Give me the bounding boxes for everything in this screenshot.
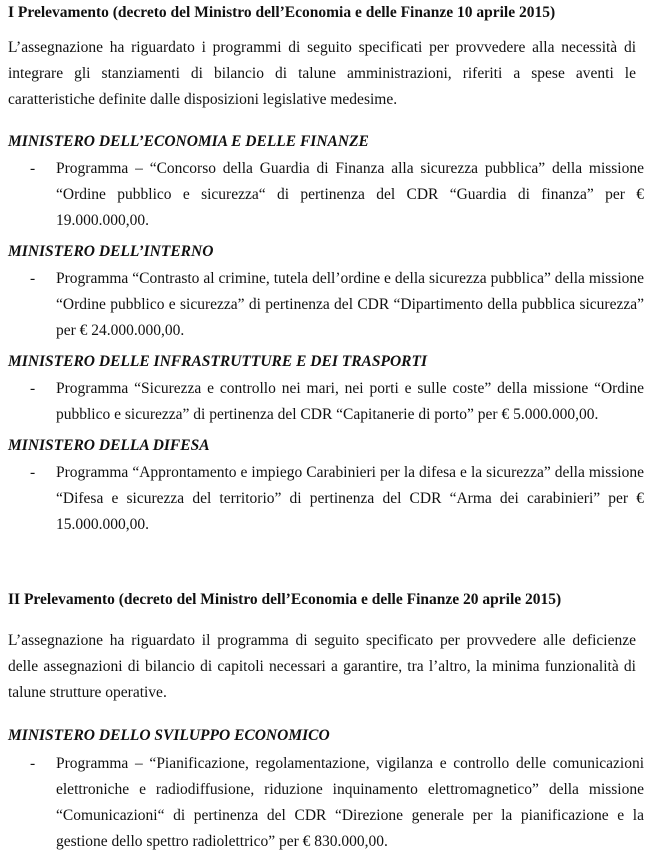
bullet-dash: - [30, 270, 36, 287]
section-2-intro: L’assegnazione ha riguardato il programma di seguito specificato per provvedere alle deficienze delle assegnazioni di bilancio di capitoli necessari a garantire, tra l’altro, la minima funzionalità di talune strutture operative. [8, 632, 636, 701]
ministry-interno-heading: MINISTERO DELL’INTERNO [8, 243, 214, 260]
programme-text: Programma “Approntamento e impiego Carabinieri per la difesa e la sicurezza” della missione “Difesa e sicurezza del territorio” di pertinenza del CDR “Arma dei carabinieri” per € 15.000.000,00. [56, 464, 644, 533]
ministry-economia-heading: MINISTERO DELL’ECONOMIA E DELLE FINANZE [8, 133, 369, 150]
section-1-heading: I Prelevamento (decreto del Ministro dell’Economia e delle Finanze 10 aprile 2015) [8, 4, 556, 21]
bullet-dash: - [30, 160, 36, 177]
ministry-infrastrutture-heading: MINISTERO DELLE INFRASTRUTTURE E DEI TRASPORTI [8, 353, 428, 370]
bullet-dash: - [30, 464, 36, 481]
ministry-difesa-heading: MINISTERO DELLA DIFESA [8, 437, 210, 454]
bullet-dash: - [30, 755, 36, 772]
programme-text: Programma – “Pianificazione, regolamentazione, vigilanza e controllo delle comunicazioni elettroniche e radiodiffusione, riduzione inquinamento elettromagnetico” della missione “Comunicazioni“ di pertinenza del CDR “Direzione generale per la pianificazione e la gestione dello spettro radiolettrico” per € 830.000,00. [56, 755, 644, 850]
section-1-intro: L’assegnazione ha riguardato i programmi di seguito specificati per provvedere alla necessità di integrare gli stanziamenti di bilancio di talune amministrazioni, riferiti a spese aventi le caratteristiche definite dalle disposizioni legislative medesime. [8, 39, 636, 108]
ministry-sviluppo-heading: MINISTERO DELLO SVILUPPO ECONOMICO [8, 727, 330, 744]
bullet-dash: - [30, 380, 36, 397]
programme-text: Programma – “Concorso della Guardia di Finanza alla sicurezza pubblica” della missione “Ordine pubblico e sicurezza“ di pertinenza del CDR “Guardia di finanza” per € 19.000.000,00. [56, 160, 644, 229]
programme-text: Programma “Sicurezza e controllo nei mari, nei porti e sulle coste” della missione “Ordine pubblico e sicurezza” di pertinenza del CDR “Capitanerie di porto” per € 5.000.000,00. [56, 380, 644, 423]
programme-text: Programma “Contrasto al crimine, tutela dell’ordine e della sicurezza pubblica” della missione “Ordine pubblico e sicurezza” di pertinenza del CDR “Dipartimento della pubblica sicurezza” per € 24.000.000,00. [56, 270, 644, 339]
section-2-heading: II Prelevamento (decreto del Ministro dell’Economia e delle Finanze 20 aprile 2015) [8, 591, 562, 608]
